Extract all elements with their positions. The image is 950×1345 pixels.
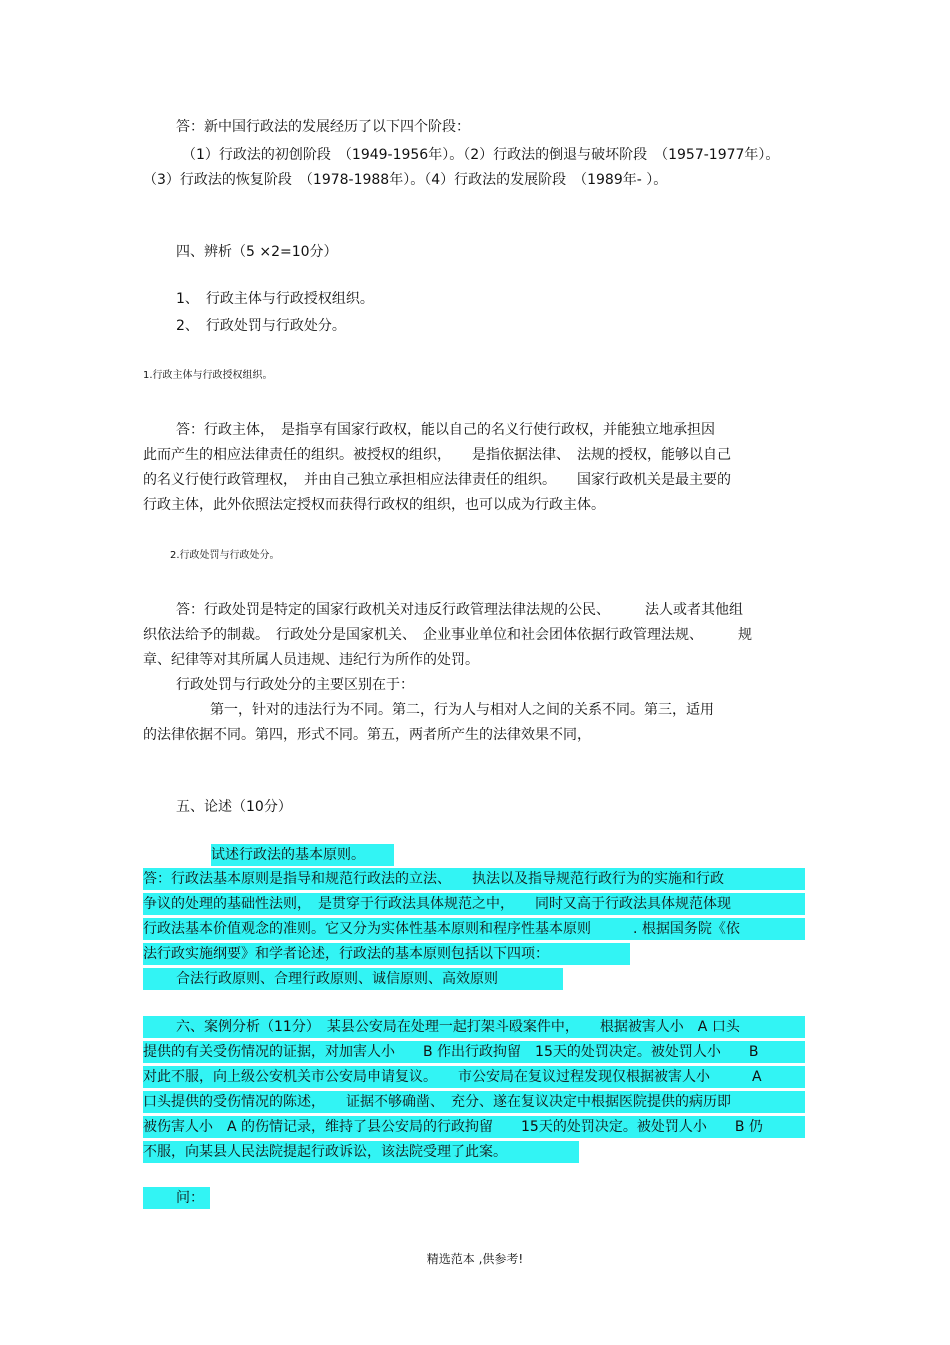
case-line-1: 六、案例分析（11分） 某县公安局在处理一起打架斗殴案件中， 根据被害人小 A 口头 xyxy=(176,1019,740,1035)
q1-line-2: 此而产生的相应法律责任的组织。被授权的组织， 是指依据法律、 法规的授权，能够以自己 xyxy=(143,447,731,463)
stages-line-2: （3）行政法的恢复阶段 （1978-1988年）。（4）行政法的发展阶段 （1989年- ）。 xyxy=(143,172,668,188)
section5-heading: 五、论述（10分） xyxy=(176,799,292,815)
q2-line-1: 答：行政处罚是特定的国家行政机关对违反行政管理法律法规的公民、 法人或者其他组 xyxy=(176,602,743,618)
essay-line-1: 答：行政法基本原则是指导和规范行政法的立法、 执法以及指导规范行政行为的实施和行政 xyxy=(143,871,724,887)
q1-title: 1.行政主体与行政授权组织。 xyxy=(143,370,273,381)
q1-line-1: 答：行政主体， 是指享有国家行政权，能以自己的名义行使行政权，并能独立地承担因 xyxy=(176,422,715,438)
q1-line-4: 行政主体，此外依照法定授权而获得行政权的组织，也可以成为行政主体。 xyxy=(143,497,605,513)
case-line-4: 口头提供的受伤情况的陈述， 证据不够确凿、 充分、遂在复议决定中根据医院提供的病历即 xyxy=(143,1094,731,1110)
case-line-2: 提供的有关受伤情况的证据，对加害人小 B 作出行政拘留 15天的处罚决定。被处罚人小 B xyxy=(143,1044,759,1060)
essay-line-5: 合法行政原则、合理行政原则、诚信原则、高效原则 xyxy=(176,971,498,987)
case-line-3: 对此不服，向上级公安机关市公安局申请复议。 市公安局在复议过程发现仅根据被害人小 A xyxy=(143,1069,762,1085)
q2-line-6: 的法律依据不同。第四，形式不同。第五，两者所产生的法律效果不同， xyxy=(143,727,591,743)
q2-title: 2.行政处罚与行政处分。 xyxy=(170,550,280,561)
q2-line-2: 织依法给予的制裁。 行政处分是国家机关、 企业事业单位和社会团体依据行政管理法规、 规 xyxy=(143,627,752,643)
q1-line-3: 的名义行使行政管理权， 并由自己独立承担相应法律责任的组织。 国家行政机关是最主要的 xyxy=(143,472,731,488)
essay-line-3: 行政法基本价值观念的准则。它又分为实体性基本原则和程序性基本原则 . 根据国务院《依 xyxy=(143,921,740,937)
page-footer: 精选范本 ,供参考! xyxy=(426,1252,524,1266)
q2-line-3: 章、纪律等对其所属人员违规、违纪行为所作的处罚。 xyxy=(143,652,479,668)
q2-line-4: 行政处罚与行政处分的主要区别在于： xyxy=(176,677,414,693)
section4-item-2: 2、 行政处罚与行政处分。 xyxy=(176,318,346,334)
case-line-5: 被伤害人小 A 的伤情记录，维持了县公安局的行政拘留 15天的处罚决定。被处罚人小 B 仍 xyxy=(143,1119,763,1135)
section4-item-1: 1、 行政主体与行政授权组织。 xyxy=(176,291,374,307)
essay-line-2: 争议的处理的基础性法则， 是贯穿于行政法具体规范之中， 同时又高于行政法具体规范体现 xyxy=(143,896,731,912)
answer-intro: 答：新中国行政法的发展经历了以下四个阶段： xyxy=(176,119,470,135)
essay-question: 试述行政法的基本原则。 xyxy=(211,847,365,863)
section4-heading: 四、辨析（5 ×2=10分） xyxy=(176,244,338,260)
case-question-label: 问： xyxy=(176,1190,204,1206)
essay-line-4: 法行政实施纲要》和学者论述，行政法的基本原则包括以下四项： xyxy=(143,946,549,962)
q2-line-5: 第一，针对的违法行为不同。第二，行为人与相对人之间的关系不同。第三，适用 xyxy=(210,702,714,718)
case-line-6: 不服，向某县人民法院提起行政诉讼，该法院受理了此案。 xyxy=(143,1144,507,1160)
stages-line-1: （1）行政法的初创阶段 （1949-1956年）。（2）行政法的倒退与破坏阶段 （1957-1977年）。 xyxy=(182,147,780,163)
